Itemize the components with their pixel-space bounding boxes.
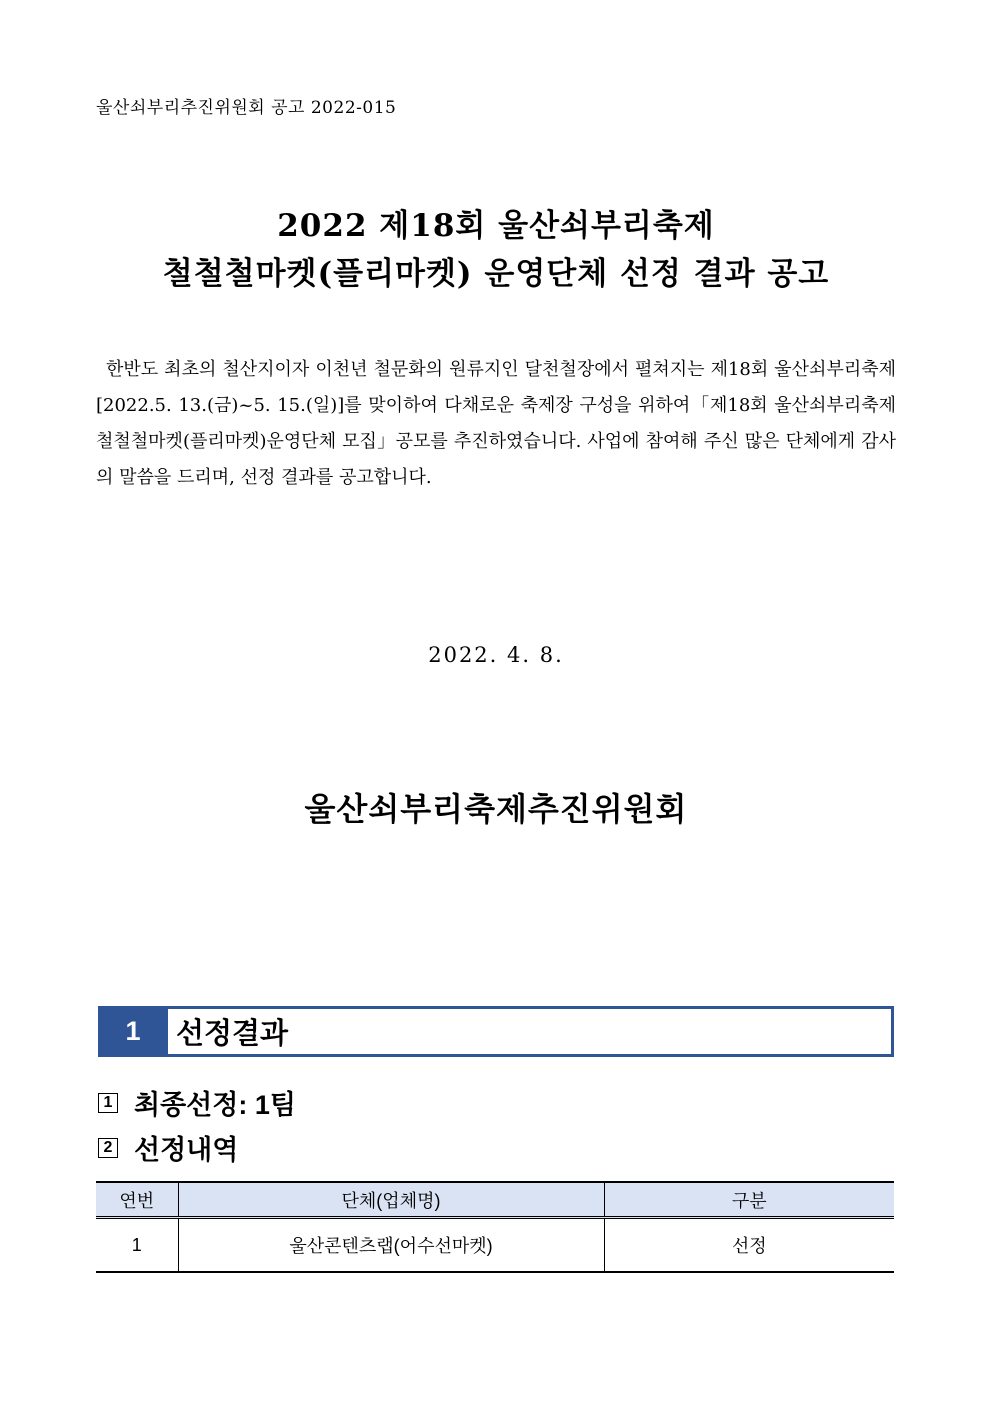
page-title-line2: 철철철마켓(플리마켓) 운영단체 선정 결과 공고 (162, 256, 830, 292)
column-header-number: 연번 (96, 1182, 178, 1218)
notice-number: 울산쇠부리추진위원회 공고 2022-015 (96, 98, 397, 118)
table-header-row (96, 1182, 894, 1218)
section-header (98, 1006, 894, 1057)
selection-table (96, 1181, 894, 1273)
column-header-organization: 단체(업체명) (178, 1182, 604, 1218)
table-row (96, 1218, 894, 1273)
subsection-selection-details (96, 1128, 238, 1167)
subsection-final-selection (96, 1083, 296, 1122)
section-title: 선정결과 (168, 1006, 894, 1057)
boxed-number-icon: 1 (98, 1093, 118, 1113)
page-title-line1: 2022 제18회 울산쇠부리축제 (277, 208, 715, 244)
announcement-date: 2022. 4. 8. (428, 643, 564, 667)
subsection-text: 선정내역 (134, 1135, 239, 1165)
cell-organization: 울산콘텐츠랩(어수선마켓) (178, 1218, 604, 1273)
body-paragraph: 한반도 최초의 철산지이자 이천년 철문화의 원류지인 달천철장에서 펼쳐지는 제18회 울산쇠부리축제[2022.5. 13.(금)~5. 15.(일)]를 맞이하여 다채로운 축제장 구성을 위하여「제18회 울산쇠부리축제 철철철마켓(플리마켓)운영단체 모집」공모를 추진하였습니다. 사업에 참여해 주신 많은 단체에게 감사의 말씀을 드리며, 선정 결과를 공고합니다. (96, 359, 896, 488)
organization-name: 울산쇠부리축제추진위원회 (304, 790, 688, 828)
subsection-text: 최종선정: 1팀 (134, 1090, 296, 1120)
cell-category: 선정 (604, 1218, 894, 1273)
column-header-category: 구분 (604, 1182, 894, 1218)
boxed-number-icon: 2 (98, 1138, 118, 1158)
cell-number: 1 (96, 1218, 178, 1273)
section-number: 1 (98, 1006, 168, 1057)
